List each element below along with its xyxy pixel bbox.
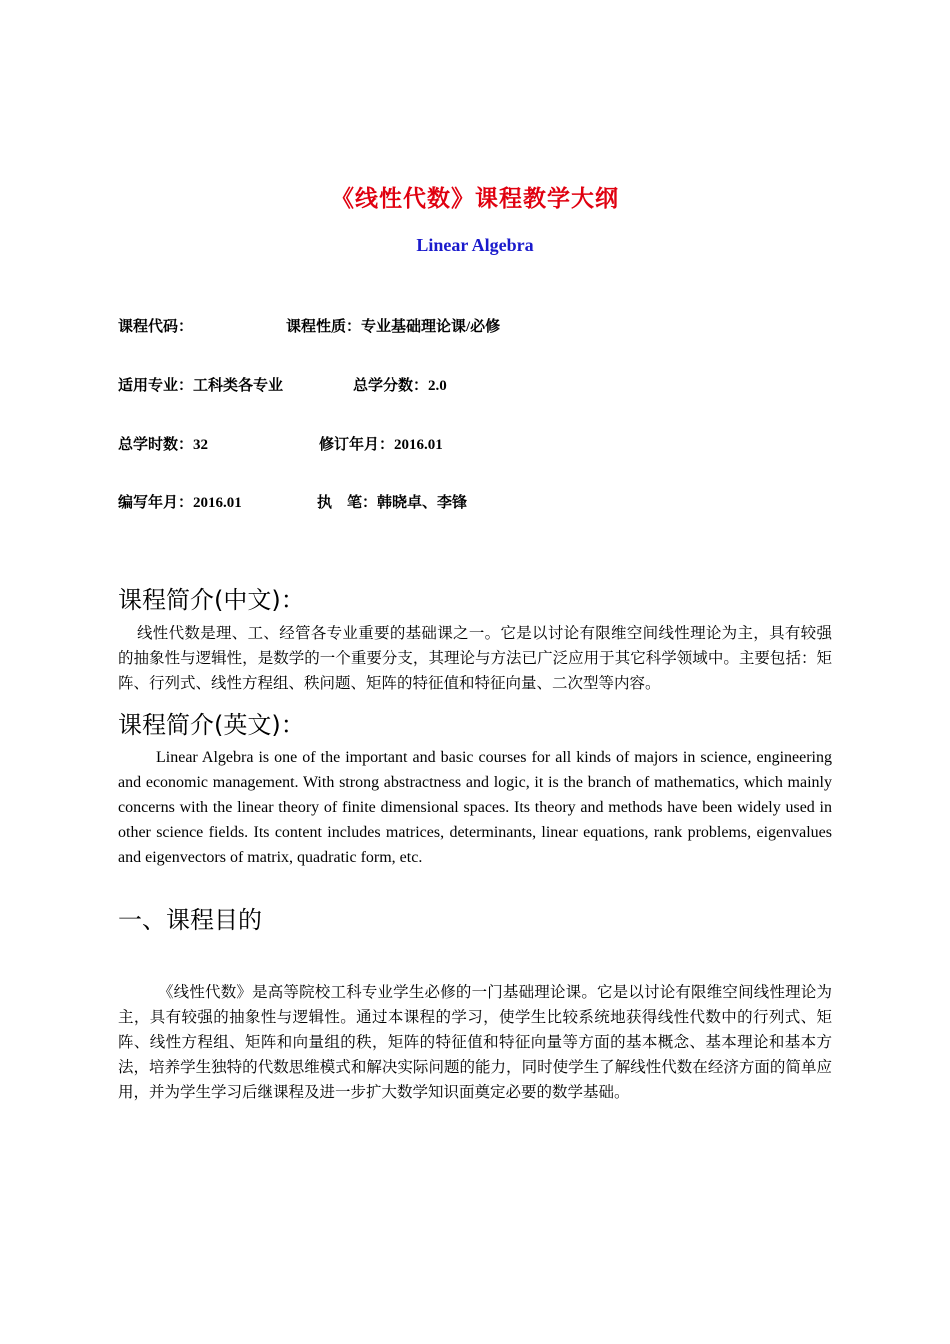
document-subtitle: Linear Algebra — [416, 235, 534, 255]
course-nature: 课程性质：专业基础理论课/必修 — [286, 319, 501, 335]
total-hours: 总学时数：32 — [118, 437, 209, 453]
section-1-heading: 一、课程目的 — [118, 906, 262, 934]
intro-en-paragraph: Linear Algebra is one of the important and basic courses for all kinds of majors in science, engineering and economic management. With strong abstractness and logic, it is the branch of mathematics, which mainly concerns with the linear theory of finite dimensional spaces. Its theory and methods have been widely used in other science fields. Its content includes matrices, determinants, linear equations, rank problems, eigenvalues and eigenvectors of matrix, quadratic form, etc. — [118, 749, 832, 866]
section-1-paragraph: 《线性代数》是高等院校工科专业学生必修的一门基础理论课。它是以讨论有限维空间线性理论为主，具有较强的抽象性与逻辑性。通过本课程的学习，使学生比较系统地获得线性代数中的行列式、矩阵、线性方程组、矩阵和向量组的秩，矩阵的特征值和特征向量等方面的基本概念、基本理论和基本方法，培养学生独特的代数思维模式和解决实际问题的能力，同时使学生了解线性代数在经济方面的简单应用，并为学生学习后继课程及进一步扩大数学知识面奠定必要的数学基础。 — [118, 983, 832, 1101]
author: 执 笔：韩晓卓、李锋 — [317, 495, 468, 511]
intro-cn-heading: 课程简介(中文)： — [118, 586, 305, 614]
intro-en-heading: 课程简介(英文)： — [118, 711, 305, 739]
course-code: 课程代码： — [118, 319, 194, 335]
applicable-major: 适用专业：工科类各专业 — [118, 378, 284, 394]
intro-cn-paragraph: 线性代数是理、工、经管各专业重要的基础课之一。它是以讨论有限维空间线性理论为主，具有较强的抽象性与逻辑性，是数学的一个重要分支，其理论与方法已广泛应用于其它科学领域中。主要包括：矩阵、行列式、线性方程组、秩问题、矩阵的特征值和特征向量、二次型等内容。 — [118, 624, 832, 692]
total-credits: 总学分数：2.0 — [353, 378, 447, 394]
revision-date: 修订年月：2016.01 — [319, 437, 443, 453]
written-date: 编写年月：2016.01 — [118, 495, 242, 511]
document-title: 《线性代数》课程教学大纲 — [331, 185, 619, 212]
